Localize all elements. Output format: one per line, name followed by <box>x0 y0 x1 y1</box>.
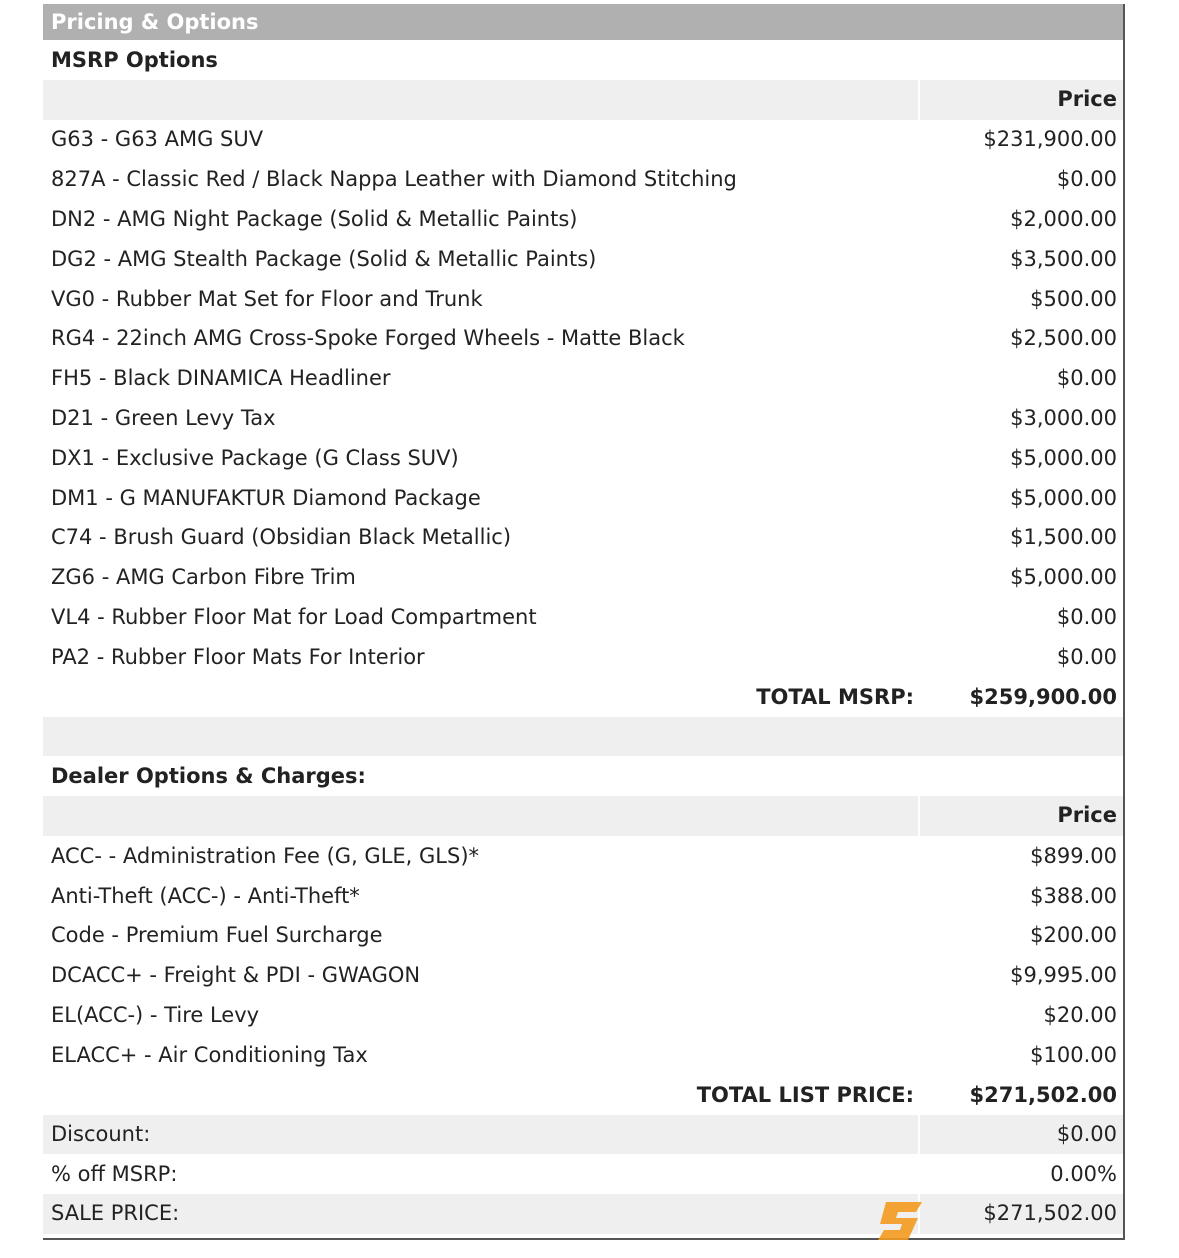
msrp-option-row <box>43 478 1123 518</box>
msrp-option-row <box>43 120 1123 160</box>
msrp-option-row <box>43 159 1123 199</box>
msrp-option-desc: PA2 - Rubber Floor Mats For Interior <box>51 644 425 669</box>
msrp-desc-header <box>43 80 918 120</box>
msrp-option-desc: DX1 - Exclusive Package (G Class SUV) <box>51 445 459 470</box>
dealer-charge-price: $20.00 <box>1043 1003 1117 1028</box>
pct-off-value: 0.00% <box>1050 1162 1117 1187</box>
sale-price-row <box>43 1194 1123 1234</box>
msrp-option-row <box>43 319 1123 359</box>
msrp-option-row <box>43 438 1123 478</box>
dealer-charge-desc: DCACC+ - Freight & PDI - GWAGON <box>51 963 421 988</box>
dealer-charge-desc: Anti-Theft (ACC-) - Anti-Theft* <box>51 883 360 908</box>
dealer-section-title-row <box>43 756 1123 796</box>
pct-off-label: % off MSRP: <box>51 1162 178 1187</box>
pct-off-row <box>43 1154 1123 1194</box>
bottom-divider <box>43 1238 1125 1240</box>
list-price-total-value: $271,502.00 <box>969 1082 1117 1107</box>
list-price-total-label: TOTAL LIST PRICE: <box>696 1082 914 1107</box>
dealer-charge-row <box>43 916 1123 956</box>
msrp-section-title: MSRP Options <box>51 47 218 72</box>
dealer-charge-price: $9,995.00 <box>1010 963 1117 988</box>
msrp-option-price: $5,000.00 <box>1010 565 1117 590</box>
msrp-option-price: $500.00 <box>1030 286 1117 311</box>
msrp-price-header: Price <box>918 80 1123 120</box>
dealer-charge-row <box>43 995 1123 1035</box>
msrp-option-desc: RG4 - 22inch AMG Cross-Spoke Forged Wheels - Matte Black <box>51 326 685 351</box>
msrp-option-price: $231,900.00 <box>983 127 1117 152</box>
msrp-option-price: $0.00 <box>1056 605 1117 630</box>
msrp-options-list <box>43 120 1123 677</box>
msrp-option-price: $2,500.00 <box>1010 326 1117 351</box>
dealer-charge-row <box>43 836 1123 876</box>
dealer-charge-price: $200.00 <box>1030 923 1117 948</box>
dealer-charge-desc: Code - Premium Fuel Surcharge <box>51 923 383 948</box>
msrp-option-desc: VG0 - Rubber Mat Set for Floor and Trunk <box>51 286 483 311</box>
dealer-charge-row <box>43 1035 1123 1075</box>
msrp-option-price: $3,500.00 <box>1010 246 1117 271</box>
msrp-option-desc: G63 - G63 AMG SUV <box>51 127 264 152</box>
dealer-charge-desc: ELACC+ - Air Conditioning Tax <box>51 1042 368 1067</box>
msrp-total-row <box>43 677 1123 717</box>
msrp-option-row <box>43 597 1123 637</box>
dealer-charge-price: $388.00 <box>1030 883 1117 908</box>
panel-title: Pricing & Options <box>43 4 1123 40</box>
watermark-logo-icon <box>878 1198 938 1244</box>
dealer-section-title: Dealer Options & Charges: <box>51 764 366 789</box>
dealer-price-header: Price <box>918 796 1123 836</box>
dealer-charge-row <box>43 955 1123 995</box>
msrp-option-desc: DM1 - G MANUFAKTUR Diamond Package <box>51 485 481 510</box>
msrp-total-label: TOTAL MSRP: <box>756 684 914 709</box>
pricing-options-panel <box>43 4 1125 1238</box>
section-spacer <box>43 717 1123 757</box>
msrp-option-row <box>43 557 1123 597</box>
msrp-option-price: $5,000.00 <box>1010 445 1117 470</box>
dealer-charges-list <box>43 836 1123 1075</box>
msrp-option-desc: 827A - Classic Red / Black Nappa Leather with Diamond Stitching <box>51 167 737 192</box>
msrp-option-price: $0.00 <box>1056 167 1117 192</box>
sale-price-value: $271,502.00 <box>918 1194 1123 1234</box>
msrp-option-row <box>43 358 1123 398</box>
discount-label: Discount: <box>51 1121 151 1146</box>
dealer-charge-desc: ACC- - Administration Fee (G, GLE, GLS)* <box>51 843 480 868</box>
msrp-option-desc: C74 - Brush Guard (Obsidian Black Metallic) <box>51 525 512 550</box>
discount-value: $0.00 <box>918 1115 1123 1155</box>
msrp-section-title-row <box>43 40 1123 80</box>
msrp-option-row <box>43 637 1123 677</box>
discount-row <box>43 1115 1123 1155</box>
dealer-column-header <box>43 796 1123 836</box>
msrp-option-row <box>43 518 1123 558</box>
msrp-option-price: $0.00 <box>1056 366 1117 391</box>
msrp-column-header <box>43 80 1123 120</box>
msrp-option-desc: DG2 - AMG Stealth Package (Solid & Metallic Paints) <box>51 246 597 271</box>
msrp-option-price: $5,000.00 <box>1010 485 1117 510</box>
msrp-option-price: $0.00 <box>1056 644 1117 669</box>
msrp-option-row <box>43 199 1123 239</box>
msrp-option-row <box>43 279 1123 319</box>
msrp-option-price: $2,000.00 <box>1010 207 1117 232</box>
list-price-total-row <box>43 1075 1123 1115</box>
msrp-option-desc: D21 - Green Levy Tax <box>51 406 276 431</box>
msrp-option-desc: DN2 - AMG Night Package (Solid & Metallic Paints) <box>51 207 578 232</box>
sale-price-label: SALE PRICE: <box>51 1201 180 1226</box>
dealer-charge-price: $899.00 <box>1030 843 1117 868</box>
msrp-option-desc: FH5 - Black DINAMICA Headliner <box>51 366 391 391</box>
dealer-charge-price: $100.00 <box>1030 1042 1117 1067</box>
msrp-option-desc: ZG6 - AMG Carbon Fibre Trim <box>51 565 356 590</box>
msrp-option-row <box>43 398 1123 438</box>
msrp-option-price: $1,500.00 <box>1010 525 1117 550</box>
msrp-option-desc: VL4 - Rubber Floor Mat for Load Compartment <box>51 605 537 630</box>
msrp-option-row <box>43 239 1123 279</box>
dealer-charge-row <box>43 876 1123 916</box>
dealer-charge-desc: EL(ACC-) - Tire Levy <box>51 1003 260 1028</box>
dealer-desc-header <box>43 796 918 836</box>
msrp-option-price: $3,000.00 <box>1010 406 1117 431</box>
msrp-total-value: $259,900.00 <box>969 684 1117 709</box>
